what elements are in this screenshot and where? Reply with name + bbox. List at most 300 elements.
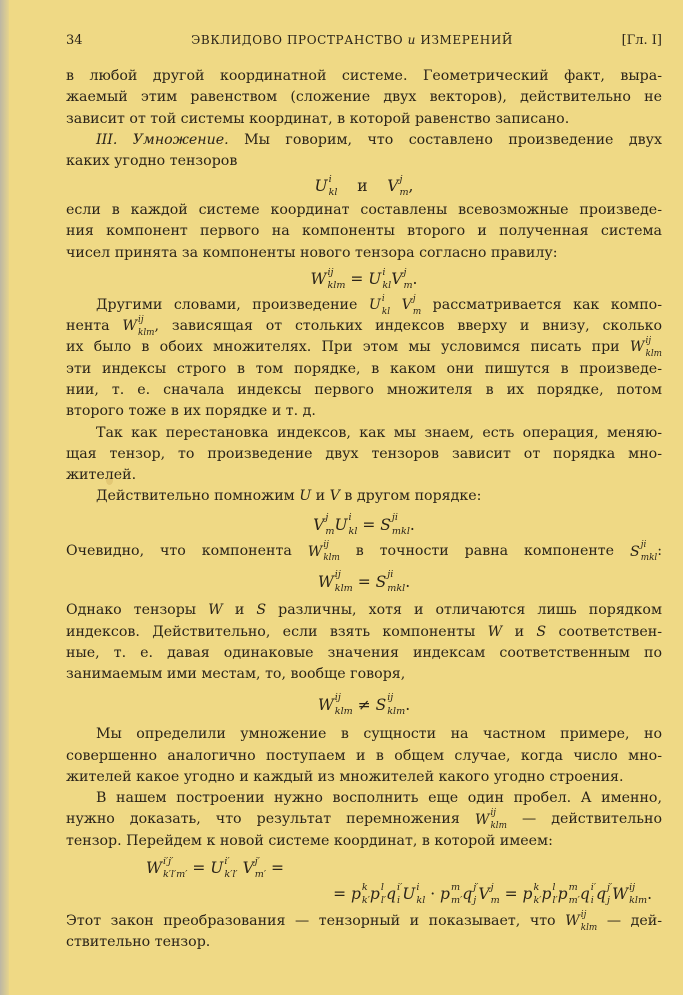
math-symbol bbox=[334, 512, 357, 538]
text-line bbox=[66, 295, 662, 316]
math-subscript: kl bbox=[382, 280, 392, 292]
running-title bbox=[191, 33, 513, 47]
paragraph bbox=[66, 200, 662, 264]
math-indices bbox=[335, 693, 353, 716]
paragraph bbox=[66, 423, 662, 487]
math-superscript: ij bbox=[334, 692, 341, 704]
math-base: p bbox=[557, 885, 568, 904]
math-indices bbox=[382, 295, 390, 317]
math-symbol bbox=[387, 173, 408, 199]
text-run: и bbox=[337, 177, 388, 196]
text-run: различны, хотя и отличаются лишь порядком bbox=[266, 602, 662, 619]
math-base: W bbox=[612, 885, 629, 904]
math-base: S bbox=[375, 695, 387, 714]
math-indices bbox=[387, 570, 405, 593]
text-run: в другом порядке: bbox=[339, 488, 482, 505]
math-indices bbox=[224, 857, 237, 880]
text-run: щая тензор, то произведение двух тензоров зависит от порядка мно- bbox=[66, 445, 662, 462]
math-symbol bbox=[402, 295, 422, 317]
text-run: жителей. bbox=[66, 467, 137, 484]
math-superscript: i′j′ bbox=[162, 855, 174, 867]
math-symbol bbox=[351, 881, 370, 907]
paragraph bbox=[66, 724, 662, 788]
math-superscript: i bbox=[382, 266, 386, 278]
text-run: : bbox=[657, 543, 663, 560]
math-superscript: i bbox=[381, 293, 385, 304]
text-run: · bbox=[425, 885, 441, 904]
math-symbol bbox=[630, 337, 662, 359]
math-base: W bbox=[146, 859, 162, 878]
math-subscript: klm bbox=[629, 895, 648, 907]
math-subscript: m′ bbox=[568, 895, 580, 907]
formula-line bbox=[318, 569, 410, 595]
paragraph bbox=[66, 541, 662, 562]
math-superscript: j bbox=[490, 881, 494, 893]
text-run: зависит от той системы координат, в которой равенство записано. bbox=[66, 110, 570, 127]
text-run: нента bbox=[66, 318, 123, 335]
math-base: W bbox=[122, 318, 138, 335]
text-run: = bbox=[345, 270, 369, 289]
math-indices bbox=[362, 883, 370, 906]
math-subscript: kl bbox=[348, 525, 358, 537]
math-base: V bbox=[242, 859, 254, 878]
text-line bbox=[66, 465, 662, 486]
math-symbol bbox=[376, 569, 406, 595]
math-superscript: i′ bbox=[397, 881, 403, 893]
math-indices bbox=[335, 570, 353, 593]
math-symbol bbox=[402, 881, 425, 907]
math-symbol bbox=[370, 881, 386, 907]
math-base: W bbox=[474, 811, 490, 828]
italic-text: V bbox=[329, 488, 340, 505]
math-indices bbox=[387, 693, 405, 716]
page-number: 34 bbox=[66, 33, 83, 48]
text-run: , bbox=[408, 177, 414, 196]
text-line bbox=[66, 221, 662, 242]
text-run: , зависящая от стольких индексов вверху и внизу, сколько bbox=[154, 318, 662, 335]
math-symbol bbox=[311, 266, 346, 292]
formula-line bbox=[333, 881, 662, 907]
paragraph bbox=[66, 295, 662, 423]
page-body bbox=[66, 66, 662, 953]
math-subscript: kl bbox=[381, 306, 391, 317]
scan-edge bbox=[0, 0, 9, 995]
text-run: = bbox=[357, 515, 381, 534]
math-base: W bbox=[317, 695, 334, 714]
math-symbol bbox=[541, 881, 557, 907]
text-line bbox=[66, 932, 662, 953]
text-line bbox=[66, 724, 662, 745]
italic-text: W bbox=[208, 602, 223, 619]
text-run: второго тоже в их порядке и т. д. bbox=[66, 403, 316, 420]
math-base: p bbox=[541, 885, 552, 904]
math-base: W bbox=[629, 339, 645, 356]
text-line bbox=[66, 664, 662, 685]
text-run: и bbox=[311, 488, 330, 505]
math-symbol bbox=[440, 881, 462, 907]
math-superscript: j′ bbox=[606, 881, 613, 893]
text-run: и bbox=[502, 623, 537, 640]
math-subscript: m bbox=[399, 187, 409, 199]
math-superscript: ij bbox=[580, 909, 587, 920]
text-line bbox=[66, 911, 662, 932]
math-subscript: m bbox=[403, 280, 413, 292]
text-line bbox=[66, 746, 662, 767]
math-indices bbox=[533, 883, 541, 906]
math-base: p bbox=[369, 885, 380, 904]
text-line bbox=[66, 423, 662, 444]
text-line bbox=[66, 130, 662, 151]
formula-line bbox=[318, 692, 410, 718]
math-superscript: j bbox=[412, 293, 416, 304]
math-base: V bbox=[391, 270, 403, 289]
math-superscript: i′ bbox=[224, 855, 230, 867]
text-run: жаемый этим равенством (сложение двух векторов), действительно не bbox=[66, 89, 662, 106]
math-base: p bbox=[440, 885, 450, 904]
math-superscript: j′ bbox=[254, 855, 260, 867]
math-symbol bbox=[313, 512, 334, 538]
math-base: U bbox=[368, 296, 381, 313]
display-formula bbox=[66, 172, 662, 200]
math-base: p bbox=[350, 885, 361, 904]
text-line bbox=[66, 831, 662, 852]
math-subscript: klm bbox=[327, 280, 346, 292]
math-symbol bbox=[565, 911, 597, 933]
text-line bbox=[66, 200, 662, 221]
math-superscript: i bbox=[416, 881, 420, 893]
math-superscript: ji bbox=[391, 511, 398, 523]
text-line bbox=[66, 316, 662, 337]
math-base: U bbox=[368, 270, 382, 289]
display-formula bbox=[66, 686, 662, 725]
paragraph bbox=[66, 486, 662, 507]
display-formula bbox=[66, 508, 662, 542]
math-subscript: klm bbox=[580, 922, 598, 933]
math-subscript: k′ bbox=[361, 895, 370, 907]
math-subscript: klm bbox=[490, 821, 507, 832]
math-subscript: l′ bbox=[552, 895, 558, 907]
math-superscript: i bbox=[348, 511, 352, 523]
math-superscript: m bbox=[450, 881, 461, 893]
math-subscript: j bbox=[473, 895, 477, 907]
paragraph bbox=[66, 130, 662, 173]
math-superscript: ij bbox=[327, 266, 334, 278]
math-symbol bbox=[630, 541, 657, 563]
text-run: соответствен- bbox=[546, 623, 662, 640]
math-subscript: m bbox=[412, 306, 422, 317]
math-superscript: ij bbox=[334, 568, 341, 580]
text-line bbox=[66, 622, 662, 643]
text-line bbox=[66, 401, 662, 422]
math-superscript: ji bbox=[640, 540, 647, 551]
formula-line bbox=[313, 512, 415, 538]
math-superscript: l bbox=[552, 881, 556, 893]
text-run: Однако тензоры bbox=[66, 602, 209, 619]
math-subscript: klm bbox=[645, 349, 662, 360]
text-run: . bbox=[412, 270, 418, 289]
math-base: S bbox=[375, 572, 387, 591]
math-superscript: i bbox=[328, 173, 332, 185]
math-symbol bbox=[391, 266, 412, 292]
math-subscript: m′ bbox=[450, 895, 463, 907]
text-run: Мы определили умножение в сущности на частном примере, но bbox=[96, 726, 662, 743]
math-base: S bbox=[380, 515, 391, 534]
math-symbol bbox=[146, 855, 187, 881]
text-run: ≠ bbox=[352, 695, 376, 714]
italic-text: III. Умножение. bbox=[96, 131, 229, 148]
math-indices bbox=[382, 268, 391, 291]
math-symbol bbox=[315, 173, 338, 199]
paragraph bbox=[66, 66, 662, 130]
math-symbol bbox=[612, 881, 647, 907]
text-run: Мы говорим, что составлено произведение двух bbox=[228, 131, 662, 148]
text-run: в любой другой координатной системе. Геометрический факт, выра- bbox=[66, 68, 662, 84]
text-line bbox=[66, 151, 662, 172]
math-base: q bbox=[596, 885, 606, 904]
math-indices bbox=[491, 883, 500, 906]
math-indices bbox=[451, 883, 462, 906]
text-run: = bbox=[266, 859, 284, 878]
math-indices bbox=[413, 295, 421, 317]
math-subscript: kl bbox=[416, 895, 426, 907]
text-run: ния компонент первого на компоненты второго и полученная система bbox=[66, 223, 662, 240]
text-run: чисел принята за компоненты нового тензора согласно правилу: bbox=[66, 244, 558, 261]
math-superscript: ji bbox=[387, 568, 394, 580]
math-indices bbox=[255, 857, 266, 880]
math-symbol bbox=[478, 881, 499, 907]
display-formula bbox=[66, 852, 662, 911]
text-run: Этот закон преобразования — тензорный и показывает, что bbox=[66, 912, 566, 929]
math-indices bbox=[641, 541, 658, 563]
text-line bbox=[66, 486, 662, 507]
math-indices bbox=[569, 883, 580, 906]
text-run: жителей какое угодно и каждый из множителей какого угодно строения. bbox=[66, 768, 624, 785]
text-line bbox=[66, 643, 662, 664]
text-run: . bbox=[405, 695, 411, 714]
math-base: W bbox=[307, 543, 323, 560]
text-line bbox=[66, 243, 662, 264]
text-run: . bbox=[409, 515, 415, 534]
text-run: Так как перестановка индексов, как мы знаем, есть операция, меняю- bbox=[96, 424, 662, 441]
math-indices bbox=[399, 175, 408, 198]
math-indices bbox=[323, 541, 340, 563]
text-run: — дей- bbox=[597, 912, 662, 929]
paragraph bbox=[66, 788, 662, 852]
math-indices bbox=[138, 316, 155, 338]
text-line bbox=[66, 788, 662, 809]
text-run bbox=[390, 297, 402, 313]
math-base: U bbox=[314, 177, 328, 196]
italic-text: S bbox=[256, 602, 267, 619]
math-base: q bbox=[579, 885, 590, 904]
math-symbol bbox=[376, 692, 406, 718]
text-line bbox=[66, 444, 662, 465]
italic-text: W bbox=[487, 623, 503, 640]
paragraph bbox=[66, 911, 662, 954]
math-symbol bbox=[475, 809, 507, 831]
text-run: каких угодно тензоров bbox=[66, 153, 238, 170]
math-indices bbox=[327, 268, 345, 291]
text-line bbox=[66, 66, 662, 87]
text-run: = bbox=[352, 572, 376, 591]
text-line bbox=[66, 337, 662, 358]
running-title-part: ИЗМЕРЕНИЙ bbox=[420, 33, 513, 47]
text-run: . bbox=[405, 572, 411, 591]
math-superscript: m bbox=[568, 881, 578, 893]
math-superscript: i′ bbox=[590, 881, 597, 893]
text-run: и bbox=[222, 602, 257, 619]
math-base: V bbox=[387, 177, 399, 196]
math-subscript: l′ bbox=[380, 895, 387, 907]
math-subscript: i bbox=[590, 895, 594, 907]
math-base: U bbox=[402, 885, 416, 904]
text-line bbox=[66, 359, 662, 380]
text-run: индексов. Действительно, если взять компоненты bbox=[66, 623, 488, 640]
math-superscript: j bbox=[403, 266, 407, 278]
running-title-part: ЭВКЛИДОВО ПРОСТРАНСТВО bbox=[191, 33, 404, 47]
math-base: U bbox=[210, 859, 224, 878]
math-superscript: ij bbox=[387, 692, 394, 704]
math-base: q bbox=[462, 885, 473, 904]
text-run: = bbox=[499, 885, 523, 904]
math-indices bbox=[490, 809, 507, 831]
math-base: V bbox=[401, 296, 412, 313]
running-title-and: и bbox=[407, 33, 416, 47]
math-superscript: k bbox=[533, 881, 540, 893]
text-run: = bbox=[333, 885, 351, 904]
text-run: рассматривается как компо- bbox=[421, 296, 663, 313]
math-subscript: mkl bbox=[387, 582, 406, 594]
math-base: V bbox=[313, 515, 325, 534]
math-superscript: ij bbox=[490, 808, 496, 819]
math-base: q bbox=[386, 885, 397, 904]
math-subscript: k′l′ bbox=[224, 869, 238, 881]
math-superscript: ij bbox=[138, 315, 144, 326]
math-base: p bbox=[522, 885, 533, 904]
math-symbol bbox=[368, 266, 391, 292]
text-run: их было в обоих множителях. При этом мы условимся писать при bbox=[66, 339, 630, 356]
text-line bbox=[66, 600, 662, 621]
math-symbol bbox=[596, 881, 612, 907]
math-subscript: kl bbox=[328, 187, 338, 199]
math-symbol bbox=[558, 881, 580, 907]
math-subscript: klm bbox=[138, 327, 155, 338]
math-superscript: j bbox=[399, 173, 403, 185]
text-line bbox=[66, 767, 662, 788]
running-header bbox=[66, 33, 662, 53]
math-symbol bbox=[580, 881, 596, 907]
math-symbol bbox=[369, 295, 390, 317]
text-run: занимаемым ими местам, то, вообще говоря, bbox=[66, 666, 406, 683]
text-run: . bbox=[647, 885, 652, 904]
math-symbol bbox=[523, 881, 542, 907]
paragraph bbox=[66, 600, 662, 685]
math-symbol bbox=[122, 316, 154, 338]
text-run: в точности равна компоненте bbox=[339, 543, 630, 560]
math-base: W bbox=[565, 912, 580, 929]
text-run: ствительно тензор. bbox=[66, 934, 211, 951]
math-subscript: m bbox=[490, 895, 500, 907]
math-indices bbox=[163, 857, 188, 880]
math-subscript: i bbox=[397, 895, 401, 907]
math-base: W bbox=[310, 270, 327, 289]
text-line bbox=[66, 380, 662, 401]
italic-text: S bbox=[536, 623, 547, 640]
math-subscript: klm bbox=[387, 705, 406, 717]
math-indices bbox=[646, 337, 663, 359]
math-subscript: m bbox=[325, 525, 335, 537]
formula-line bbox=[311, 266, 418, 292]
math-superscript: ij bbox=[323, 540, 329, 551]
text-run: В нашем построении нужно восполнить еще один пробел. А именно, bbox=[96, 790, 662, 807]
math-symbol bbox=[318, 692, 353, 718]
math-subscript: mkl bbox=[391, 525, 410, 537]
math-base: S bbox=[630, 543, 640, 560]
math-symbol bbox=[386, 881, 402, 907]
math-symbol bbox=[380, 512, 410, 538]
math-subscript: m′ bbox=[254, 869, 267, 881]
math-indices bbox=[581, 911, 598, 933]
text-run: = bbox=[187, 859, 211, 878]
math-symbol bbox=[308, 541, 340, 563]
text-run: Очевидно, что компонента bbox=[66, 543, 308, 560]
math-superscript: j′ bbox=[473, 881, 479, 893]
display-formula bbox=[66, 264, 662, 295]
formula-line bbox=[315, 173, 414, 199]
math-symbol bbox=[210, 855, 237, 881]
math-superscript: ij bbox=[645, 336, 652, 347]
math-superscript: l bbox=[380, 881, 384, 893]
math-base: W bbox=[317, 572, 334, 591]
math-indices bbox=[392, 513, 410, 536]
formula-line bbox=[66, 855, 284, 881]
math-base: V bbox=[478, 885, 490, 904]
math-subscript: k′ bbox=[533, 895, 542, 907]
text-run: Действительно помножим bbox=[96, 488, 300, 505]
display-formula bbox=[66, 563, 662, 601]
math-subscript: klm bbox=[334, 582, 353, 594]
text-line bbox=[66, 109, 662, 130]
math-subscript: klm bbox=[323, 553, 340, 564]
text-run: эти индексы строго в том порядке, в каком они пишутся в произведе- bbox=[66, 360, 662, 377]
text-run: — действительно bbox=[506, 811, 663, 828]
math-symbol bbox=[318, 569, 353, 595]
math-symbol bbox=[462, 881, 478, 907]
math-indices bbox=[416, 883, 425, 906]
math-subscript: mkl bbox=[640, 553, 658, 564]
math-subscript: j bbox=[606, 895, 610, 907]
text-run: нии, т. е. сначала индексы первого множителя в их порядке, потом bbox=[66, 381, 662, 398]
italic-text: U bbox=[299, 488, 312, 505]
math-superscript: j bbox=[325, 511, 329, 523]
text-run: ные, т. е. давая одинаковые значения индексам соответственным по bbox=[66, 644, 662, 661]
text-run: тензор. Перейдем к новой системе координат, в которой имеем: bbox=[66, 832, 553, 849]
math-symbol bbox=[243, 855, 266, 881]
math-superscript: ij bbox=[629, 881, 636, 893]
text-line bbox=[66, 809, 662, 830]
chapter-label: [Гл. I] bbox=[621, 33, 662, 48]
text-run: совершенно аналогично поступаем и в общем случае, когда число мно- bbox=[66, 747, 662, 764]
math-superscript: k bbox=[361, 881, 368, 893]
math-indices bbox=[403, 268, 412, 291]
math-indices bbox=[325, 513, 334, 536]
text-run: Другими словами, произведение bbox=[96, 296, 369, 313]
text-run: если в каждой системе координат составлены всевозможные произведе- bbox=[66, 202, 662, 219]
math-base: U bbox=[334, 515, 348, 534]
math-subscript: k′l′m′ bbox=[162, 869, 188, 881]
text-line bbox=[66, 541, 662, 562]
math-indices bbox=[629, 883, 647, 906]
